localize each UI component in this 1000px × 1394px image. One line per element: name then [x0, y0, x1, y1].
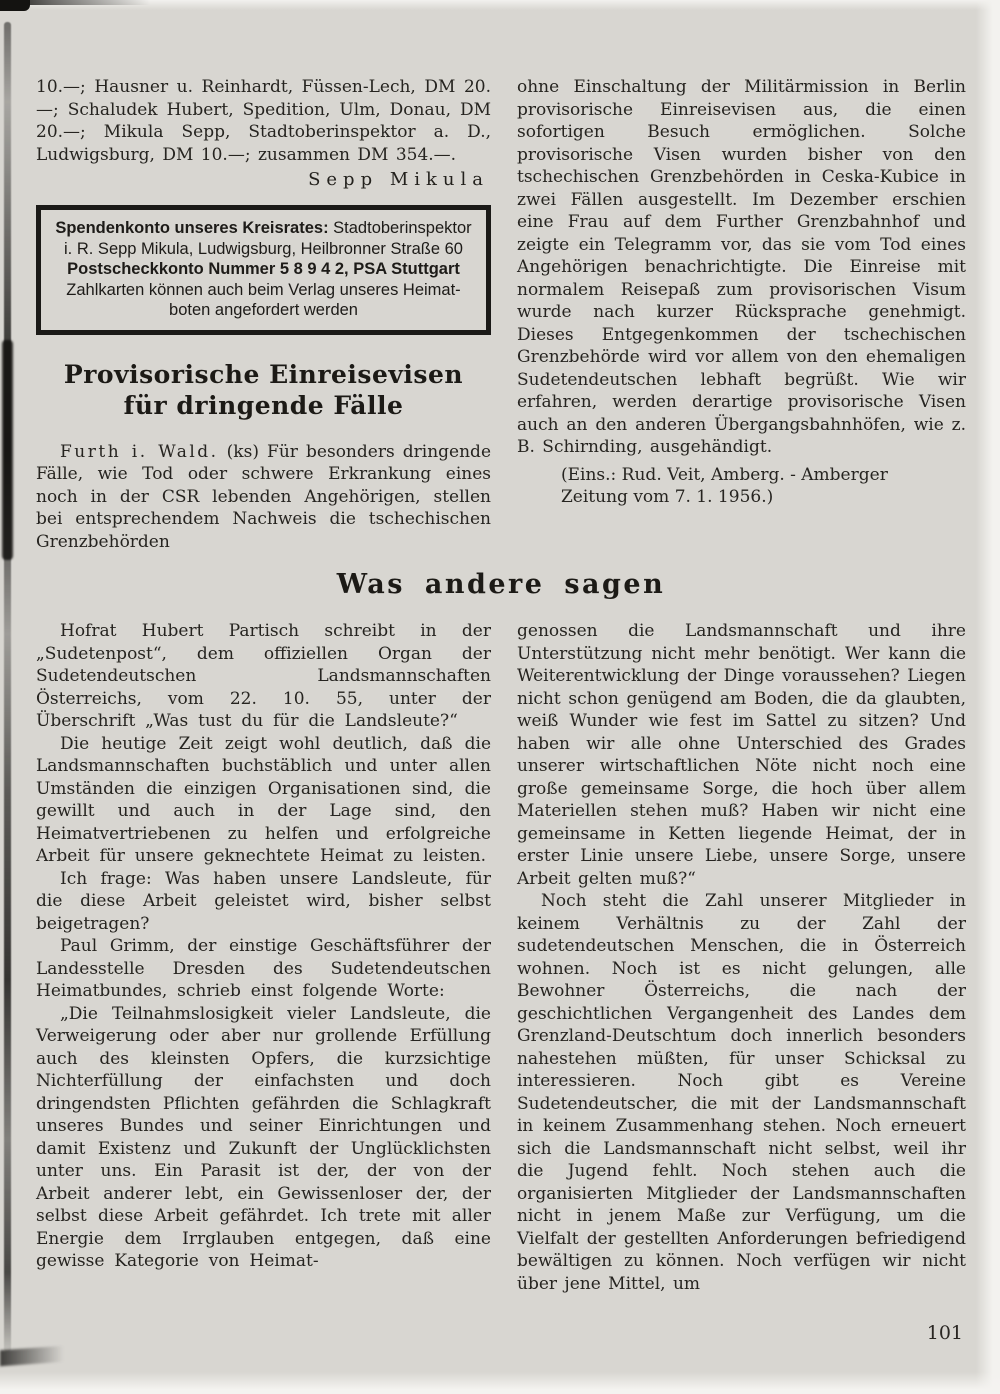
page-number: 101: [926, 1322, 963, 1344]
donation-box-line: boten angefordert werden: [169, 301, 358, 319]
scan-edge-top: [0, 0, 1000, 10]
article-body-paragraph: ohne Einschaltung der Militärmission in Berlin provisorische Einreisevisen aus, die einen sofortigen Besuch ermöglichen. Solche provisorische Visen wurden bisher von den tschechischen Grenzbehörden in Ceska-Kubice in zwei Fällen ausgestellt. Im Dezember erschien eine Frau auf dem Further Grenzbahnhof und zeigte ein Telegramm vor, das sie vom Tod eines Angehörigen benachrichtigte. Die Einreise mit normalem Reisepaß zum provisorischen Visum wurde nach kurzer Rücksprache genehmigt. Dieses Entgegenkommen der tschechischen Grenzbehörde wird vor allem von den ehemaligen Sudetendeutschen lebhaft begrüßt. Wie wir erfahren, werden derartige provisorische Visen auch an den anderen Übergangsbahnhöfen, wie z. B. Schirnding, ausgehändigt.: [517, 77, 966, 457]
voices-paragraph: Noch steht die Zahl unserer Mitglieder in keinem Verhältnis zu der Zahl der sudetendeutschen Menschen, die in Österreich wohnen. Noch ist es nicht gelungen, alle Bewohner Österreichs, die nach der geschichtlichen Vergangenheit des Landes dem Grenzland-Deutschtum doch innerlich besonders nahestehen müßten, für unser Schicksal zu interessieren. Noch gibt es Vereine Sudetendeutscher, die mit der Landsmannschaft in keinem Zusammenhang stehen. Noch erneuert sich die Landsmannschaft nicht selbst, weil ihr die Jugend fehlt. Noch stehen auch die organisierten Mitglieder der Landsmannschaften nicht in jenem Maße zur Verfügung, um die Vielfalt der gestellten Anforderungen befriedigend bewältigen zu können. Noch verfügen wir nicht über jene Mittel, um: [517, 891, 966, 1294]
donation-box-line: Zahlkarten können auch beim Verlag unseres Heimat-: [66, 280, 461, 299]
article-title-line2: für dringende Fälle: [123, 390, 404, 420]
left-column-bottom: [36, 620, 491, 1295]
scan-corner-blot: [0, 0, 30, 11]
donor-list-paragraph: 10.—; Hausner u. Reinhardt, Füssen-Lech, DM 20.—; Schaludek Hubert, Spedition, Ulm, Donau, DM 20.—; Mikula Sepp, Stadtoberinspektor a. D., Ludwigsburg, DM 10.—; zusammen DM 354.—.: [36, 77, 491, 165]
donation-box-account-number: Postscheckkonto Nummer 5 8 9 4 2, PSA Stuttgart: [67, 260, 460, 278]
right-column-top: [517, 76, 966, 553]
scan-bottom-smudge: [0, 1346, 64, 1366]
scan-edge-bottom: [0, 1372, 1000, 1394]
article-lead-text: (ks) Für besonders dringende Fälle, wie Tod oder schwere Erkrankung eines noch in der CSR lebenden Angehörigen, stellen bei entsprechendem Nachweis die tschechischen Grenzbehörden: [36, 441, 492, 552]
scan-edge-right: [976, 0, 1000, 1394]
scan-gutter-shadow: [4, 22, 11, 1352]
donation-box-line: [47, 218, 480, 239]
voices-paragraph: Hofrat Hubert Partisch schreibt in der „Sudetenpost“, dem offiziellen Organ der Sudetendeutschen Landsmannschaften Österreichs, vom 22. 10. 55, unter der Überschrift „Was tust du für die Landsleute?“: [36, 621, 491, 731]
voices-paragraph: Paul Grimm, der einstige Geschäftsführer der Landesstelle Dresden des Sudetendeutschen Heimatbundes, schrieb einst folgende Worte:: [36, 936, 491, 1001]
voices-paragraph: genossen die Landsmannschaft und ihre Unterstützung nicht mehr benötigt. Wer kann die Weiterentwicklung der Dinge voraussehen? Liegen nicht schon genügend am Boden, die da glaubten, weiß Wunder wie fest im Sattel zu sitzen? Und haben wir alle ohne Unterschied des Grades unserer wirtschaftlichen Nöte nicht noch eine große gemeinsame Sorge, die hoch über allem Materiellen stehen muß? Haben wir nicht eine gemeinsame in Ketten liegende Heimat, der in erster Linie unsere Liebe, unsere Sorge, unsere Arbeit gelten muß?“: [517, 621, 966, 889]
donation-box-text: Stadtoberinspektor: [328, 219, 472, 237]
top-section: [36, 76, 966, 553]
right-column-bottom: [517, 620, 966, 1295]
section-title: Was andere sagen: [336, 569, 666, 600]
voices-paragraph: Ich frage: Was haben unsere Landsleute, für die diese Arbeit geleistet wird, bisher selbst beigetragen?: [36, 868, 491, 934]
donation-box-line: i. R. Sepp Mikula, Ludwigsburg, Heilbronner Straße 60: [64, 239, 463, 258]
article-title: [36, 359, 491, 421]
signature: Sepp Mikula: [308, 169, 489, 190]
source-citation: (Eins.: Rud. Veit, Amberg. - Amberger Zeitung vom 7. 1. 1956.): [561, 464, 888, 507]
article-lead-paragraph: [36, 441, 491, 554]
dateline: Furth i. Wald.: [60, 441, 219, 462]
voices-paragraph: Die heutige Zeit zeigt wohl deutlich, daß die Landsmannschaften buchstäblich und unter allen Umständen die einzigen Organisationen sind, die gewillt und auch in der Lage sind, den Heimatvertriebenen zu helfen und erfolgreiche Arbeit für unsere geknechtete Heimat zu leisten.: [36, 733, 491, 866]
voices-paragraph: „Die Teilnahmslosigkeit vieler Landsleute, die Verweigerung oder aber nur grollende Erfüllung auch des kleinsten Opfers, die kurzsichtige Nichterfüllung der einfachsten und doch dringendsten Pflichten gefährden die Schlagkraft unseres Bundes und seiner Einrichtungen und damit Existenz und Zukunft der Unglücklichsten unter uns. Ein Parasit ist der, der von der Arbeit anderer lebt, ein Gewissenloser der, der selbst diese Arbeit gefährdet. Ich trete mit aller Energie dem Irrglauben entgegen, daß eine gewisse Kategorie von Heimat-: [36, 1003, 491, 1271]
scan-gutter-blot: [2, 340, 13, 560]
article-title-line1: Provisorische Einreisevisen: [63, 359, 464, 389]
donation-info-box: [36, 205, 491, 335]
bottom-section: [36, 620, 966, 1295]
donation-box-label: Spendenkonto unseres Kreisrates:: [55, 219, 329, 237]
left-column-top: [36, 76, 491, 553]
